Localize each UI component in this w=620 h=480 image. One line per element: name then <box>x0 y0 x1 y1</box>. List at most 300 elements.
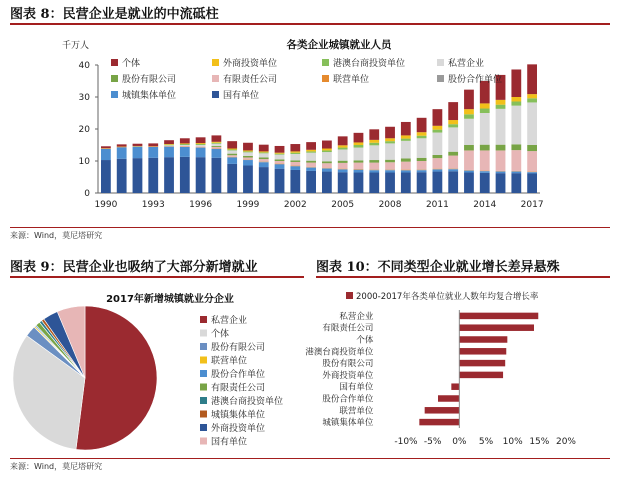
fig8-bar-segment <box>148 143 158 146</box>
fig10-bar <box>459 360 505 366</box>
fig8-bar-segment <box>511 172 521 174</box>
fig8-bar-segment <box>322 169 332 172</box>
fig10-xtick-label: 20% <box>555 437 577 447</box>
fig8-bar-segment <box>338 163 348 169</box>
fig8-ytick-label: 0 <box>84 189 90 199</box>
fig8-bar-segment <box>464 171 474 173</box>
fig8-bar-segment <box>448 120 458 124</box>
fig8-legend-swatch <box>212 91 219 98</box>
fig8-legend-label: 私营企业 <box>448 59 485 69</box>
fig8-legend-swatch <box>111 91 118 98</box>
fig8-bar-segment <box>432 133 442 155</box>
fig8-bar-segment <box>511 69 521 97</box>
fig8-bar-segment <box>180 157 190 193</box>
fig8-bar-segment <box>290 160 300 162</box>
fig8-bar-segment <box>527 102 537 145</box>
fig8-bar-segment <box>306 163 316 167</box>
fig8-legend-label: 个体 <box>122 59 141 69</box>
fig8-bar-segment <box>306 153 316 161</box>
fig8-bar-segment <box>385 170 395 172</box>
fig8-bar-segment <box>480 150 490 170</box>
fig8-bar-segment <box>464 90 474 110</box>
fig8-bar-segment <box>417 118 427 132</box>
fig9-legend-label: 股份有限公司 <box>211 343 266 353</box>
fig9-top-rule <box>10 276 304 278</box>
fig8-bar-segment <box>227 164 237 193</box>
fig8-bar-segment <box>401 122 411 135</box>
fig8-bar-segment <box>464 150 474 170</box>
fig8-xtick-label: 2014 <box>473 200 497 210</box>
fig8-bar-segment <box>290 162 300 166</box>
fig8-bar-segment <box>306 161 316 163</box>
fig8-bar-segment <box>385 160 395 163</box>
fig8-bar-segment <box>227 157 237 163</box>
fig8-bar-segment <box>354 160 364 162</box>
fig8-bar-segment <box>322 161 332 163</box>
fig8-xtick-label: 2008 <box>378 200 402 210</box>
fig10-category-label: 国有单位 <box>339 382 374 393</box>
fig8-bar-segment <box>480 103 490 108</box>
fig9-legend-swatch <box>200 357 207 364</box>
fig8-bar-segment <box>354 133 364 143</box>
fig9-legend-label: 国有单位 <box>211 437 248 448</box>
fig8-bar-segment <box>133 147 143 159</box>
fig8-bar-segment <box>496 145 506 151</box>
fig8-bar-segment <box>322 152 332 161</box>
fig8-bar-segment <box>180 144 190 145</box>
fig8-bar-segment <box>448 124 458 127</box>
fig8-bar-segment <box>322 163 332 167</box>
fig8-bar-segment <box>527 145 537 151</box>
fig8-bar-segment <box>448 169 458 170</box>
fig10-xtick-label: 0% <box>452 437 467 447</box>
fig8-bar-segment <box>180 145 190 146</box>
fig8-bar-segment <box>290 166 300 167</box>
fig9-legend-swatch <box>200 424 207 431</box>
fig9-pie-slice <box>76 306 157 450</box>
fig8-bar-segment <box>432 172 442 193</box>
fig8-chart-title: 各类企业城镇就业人员 <box>286 39 392 51</box>
fig8-bar-segment <box>369 143 379 146</box>
fig8-bar-segment <box>259 162 269 167</box>
fig8-bar-segment <box>369 129 379 140</box>
fig8-bar-segment <box>432 158 442 169</box>
fig8-bar-segment <box>322 141 332 149</box>
fig8-bar-segment <box>211 158 221 193</box>
fig8-bar-segment <box>511 101 521 105</box>
fig8-bar-segment <box>401 171 411 173</box>
fig8-bar-segment <box>338 172 348 193</box>
fig8-bar-segment <box>227 149 237 150</box>
fig8-bar-segment <box>290 166 300 170</box>
fig9-legend-label: 港澳台商投资单位 <box>211 397 284 407</box>
fig8-legend-label: 港澳台商投资单位 <box>333 59 406 69</box>
fig8-bar-segment <box>496 100 506 105</box>
fig8-bar-segment <box>211 143 221 144</box>
fig8-bar-segment <box>227 150 237 153</box>
fig8-bar-segment <box>401 173 411 193</box>
fig8-bar-segment <box>417 161 427 169</box>
fig8-bar-segment <box>275 153 285 154</box>
fig8-chart <box>10 26 610 226</box>
fig8-bar-segment <box>338 170 348 173</box>
fig8-bar-segment <box>290 153 300 154</box>
fig10-bar <box>459 372 503 378</box>
fig8-bar-segment <box>511 144 521 150</box>
fig8-bar-segment <box>243 160 253 165</box>
fig8-bar-segment <box>243 143 253 151</box>
fig8-bar-segment <box>448 152 458 156</box>
fig8-bar-segment <box>180 146 190 147</box>
fig8-bar-segment <box>354 142 364 145</box>
fig10-bar <box>425 407 460 413</box>
fig8-bottom-rule <box>10 227 610 228</box>
fig8-xtick-label: 1993 <box>141 200 165 210</box>
fig9-source: 来源：Wind，莫尼塔研究 <box>10 462 103 471</box>
fig8-bar-segment <box>259 167 269 193</box>
fig8-bar-segment <box>448 169 458 171</box>
fig8-bar-segment <box>322 150 332 152</box>
fig10-xtick-label: -5% <box>423 437 442 447</box>
fig8-bar-segment <box>306 171 316 193</box>
fig10-bar <box>459 313 538 319</box>
fig8-legend-label: 国有单位 <box>223 91 260 101</box>
fig8-bar-segment <box>164 144 174 145</box>
fig8-bar-segment <box>401 135 411 138</box>
fig8-bar-segment <box>354 170 364 173</box>
fig10-legend-swatch <box>346 292 353 299</box>
fig8-bar-segment <box>527 94 537 98</box>
fig8-bar-segment <box>180 147 190 157</box>
fig8-bar-segment <box>259 159 269 161</box>
fig8-bar-segment <box>527 151 537 171</box>
fig8-bar-segment <box>196 157 206 193</box>
fig10-xtick-label: 10% <box>502 437 523 447</box>
fig8-bar-segment <box>369 170 379 171</box>
fig8-bar-segment <box>401 158 411 161</box>
fig8-bar-segment <box>385 127 395 139</box>
fig8-bar-segment <box>369 160 379 163</box>
fig8-bar-segment <box>211 135 221 141</box>
fig8-bar-segment <box>227 155 237 157</box>
fig8-bar-segment <box>496 109 506 145</box>
fig10-category-label: 股份有限公司 <box>322 359 374 370</box>
fig8-bar-segment <box>164 145 174 146</box>
fig8-bar-segment <box>259 145 269 152</box>
fig8-bar-segment <box>417 138 427 158</box>
fig8-bar-segment <box>401 170 411 171</box>
fig8-bar-segment <box>480 145 490 151</box>
fig8-bar-segment <box>180 143 190 144</box>
fig8-bar-segment <box>227 149 237 150</box>
fig9-legend-swatch <box>200 411 207 418</box>
fig8-bar-segment <box>338 145 348 147</box>
fig8-bar-segment <box>496 173 506 193</box>
fig8-bar-segment <box>243 156 253 158</box>
fig8-bar-segment <box>511 150 521 171</box>
fig8-bar-segment <box>496 105 506 109</box>
fig8-bar-segment <box>243 165 253 193</box>
fig8-bar-segment <box>164 147 174 158</box>
fig8-bar-segment <box>164 140 174 144</box>
fig9-legend-label: 股份合作单位 <box>211 370 266 380</box>
fig8-bar-segment <box>338 136 348 145</box>
fig8-bar-segment <box>275 165 285 169</box>
fig8-bar-segment <box>354 173 364 193</box>
fig8-legend-swatch <box>212 75 219 82</box>
fig8-bar-segment <box>448 127 458 151</box>
fig9-legend-swatch <box>200 397 207 404</box>
fig10-xtick-label: -10% <box>394 437 418 447</box>
fig9-legend-label: 私营企业 <box>211 316 248 326</box>
fig10-category-label: 私营企业 <box>339 311 374 322</box>
fig8-legend-label: 有限责任公司 <box>223 75 278 85</box>
fig9-legend-swatch <box>200 343 207 350</box>
fig8-ytick-label: 10 <box>78 157 90 167</box>
fig8-bar-segment <box>259 162 269 163</box>
fig8-legend-swatch <box>322 59 329 66</box>
fig9-legend-swatch <box>200 316 207 323</box>
fig8-bar-segment <box>385 162 395 169</box>
fig8-bar-segment <box>290 144 300 151</box>
fig10-xtick-label: 15% <box>529 437 550 447</box>
fig10-chart <box>305 280 610 457</box>
fig8-bar-segment <box>196 146 206 147</box>
fig8-ytick-label: 20 <box>78 125 90 135</box>
fig9-legend-label: 联营单位 <box>211 356 248 367</box>
fig8-bar-segment <box>480 109 490 113</box>
fig9-legend-swatch <box>200 384 207 391</box>
fig8-bar-segment <box>464 109 474 114</box>
fig8-bar-segment <box>243 157 253 159</box>
fig8-bar-segment <box>306 167 316 168</box>
fig8-xtick-label: 2002 <box>283 200 307 210</box>
fig10-category-label: 有限责任公司 <box>322 323 374 334</box>
fig8-xtick-label: 1996 <box>189 200 213 210</box>
fig8-xtick-label: 2005 <box>331 200 355 210</box>
fig8-bar-segment <box>448 156 458 169</box>
fig8-bar-segment <box>417 132 427 136</box>
fig8-bar-segment <box>385 141 395 143</box>
fig8-bar-segment <box>243 150 253 151</box>
fig8-bar-segment <box>464 173 474 193</box>
fig10-bar <box>451 383 459 389</box>
fig8-legend-swatch <box>212 59 219 66</box>
fig8-bar-segment <box>527 64 537 94</box>
fig8-bar-segment <box>527 172 537 173</box>
fig8-legend-swatch <box>111 59 118 66</box>
fig8-bar-segment <box>101 149 111 160</box>
fig8-ytick-label: 30 <box>78 93 90 103</box>
fig8-bar-segment <box>117 147 127 159</box>
fig8-bar-segment <box>164 145 174 146</box>
fig8-bar-segment <box>243 151 253 152</box>
fig8-bar-segment <box>290 170 300 193</box>
fig8-bar-segment <box>432 130 442 133</box>
fig8-bar-segment <box>480 173 490 193</box>
fig10-category-label: 个体 <box>356 335 374 346</box>
fig8-ytick-label: 40 <box>78 61 90 71</box>
fig10-category-label: 股份合作单位 <box>322 394 374 405</box>
fig8-bar-segment <box>117 159 127 193</box>
fig8-bar-segment <box>211 142 221 143</box>
fig8-bar-segment <box>275 164 285 165</box>
fig10-category-label: 城镇集体单位 <box>322 418 374 429</box>
fig8-bar-segment <box>511 173 521 193</box>
fig8-bar-segment <box>322 168 332 169</box>
fig8-bar-segment <box>417 170 427 172</box>
fig8-bar-segment <box>259 152 269 153</box>
fig8-legend-label: 股份有限公司 <box>122 75 177 85</box>
fig8-bar-segment <box>417 172 427 193</box>
fig8-bar-segment <box>338 148 348 150</box>
fig8-bar-segment <box>511 106 521 145</box>
fig8-bar-segment <box>101 160 111 193</box>
fig9-caption: 图表 9：民营企业也吸纳了大部分新增就业 <box>10 260 258 275</box>
fig8-bar-segment <box>464 119 474 145</box>
fig8-top-rule <box>10 23 610 25</box>
fig8-bar-segment <box>448 102 458 120</box>
fig8-bar-segment <box>338 161 348 163</box>
fig8-bar-segment <box>259 157 269 159</box>
fig8-bar-segment <box>275 159 285 161</box>
fig8-bar-segment <box>148 158 158 193</box>
fig8-bar-segment <box>275 169 285 193</box>
fig9-legend-label: 个体 <box>211 329 230 340</box>
fig10-bar <box>419 419 459 425</box>
fig8-bar-segment <box>211 147 221 149</box>
fig8-bar-segment <box>275 161 285 164</box>
fig8-xtick-label: 2017 <box>520 200 544 210</box>
fig8-bar-segment <box>322 149 332 151</box>
fig8-source: 来源：Wind，莫尼塔研究 <box>10 231 103 240</box>
fig8-bar-segment <box>243 152 253 156</box>
fig8-bar-segment <box>306 151 316 152</box>
fig8-legend-swatch <box>111 75 118 82</box>
fig8-bar-segment <box>196 143 206 144</box>
fig8-bar-segment <box>211 144 221 146</box>
fig8-bar-segment <box>432 126 442 130</box>
fig8-xtick-label: 2011 <box>425 200 449 210</box>
fig8-bar-segment <box>480 171 490 173</box>
fig8-bar-segment <box>527 98 537 102</box>
fig8-bar-segment <box>385 173 395 193</box>
fig8-bar-segment <box>117 144 127 146</box>
fig8-bar-segment <box>148 147 158 158</box>
fig8-bar-segment <box>227 141 237 148</box>
fig10-legend-label: 2000-2017年各类单位就业人数年均复合增长率 <box>356 292 539 302</box>
fig8-legend-label: 城镇集体单位 <box>122 91 177 101</box>
fig8-bar-segment <box>369 140 379 143</box>
fig8-bar-segment <box>259 153 269 157</box>
fig8-bar-segment <box>133 158 143 193</box>
fig8-bar-segment <box>354 163 364 169</box>
fig8-bar-segment <box>306 150 316 152</box>
fig8-ylabel: 千万人 <box>62 41 90 51</box>
fig8-bar-segment <box>432 169 442 170</box>
fig8-bar-segment <box>338 149 348 160</box>
fig8-bar-segment <box>275 154 285 155</box>
fig8-bar-segment <box>369 173 379 193</box>
fig8-bar-segment <box>464 145 474 150</box>
fig9-legend-label: 有限责任公司 <box>211 383 266 394</box>
fig8-bar-segment <box>511 97 521 101</box>
fig8-bar-segment <box>227 154 237 156</box>
fig8-bar-segment <box>401 139 411 141</box>
fig8-bar-segment <box>196 137 206 143</box>
fig10-caption: 图表 10：不同类型企业就业增长差异悬殊 <box>316 260 560 275</box>
fig8-bar-segment <box>417 170 427 171</box>
fig8-bar-segment <box>275 146 285 153</box>
fig8-bar-segment <box>211 146 221 147</box>
fig10-category-label: 联营单位 <box>339 406 374 417</box>
fig8-bar-segment <box>417 136 427 139</box>
fig8-bar-segment <box>496 150 506 170</box>
fig9-chart-title: 2017年新增城镇就业分企业 <box>106 294 234 305</box>
fig8-bar-segment <box>101 146 111 148</box>
fig8-bar-segment <box>401 141 411 159</box>
fig8-legend-swatch <box>437 75 444 82</box>
fig8-bar-segment <box>322 172 332 193</box>
fig8-bar-segment <box>369 163 379 170</box>
fig8-bar-segment <box>211 149 221 158</box>
fig8-bar-segment <box>417 158 427 161</box>
fig8-bar-segment <box>306 142 316 150</box>
fig8-bar-segment <box>133 144 143 146</box>
fig9-bottom-rule <box>10 458 610 459</box>
fig8-legend-label: 外商投资单位 <box>223 59 278 69</box>
fig8-legend-swatch <box>322 75 329 82</box>
fig8-caption: 图表 8：民营企业是就业的中流砥柱 <box>10 7 219 22</box>
fig9-chart <box>10 280 304 457</box>
fig8-bar-segment <box>401 162 411 170</box>
fig8-bar-segment <box>338 169 348 170</box>
fig8-bar-segment <box>464 114 474 118</box>
fig8-xtick-label: 1990 <box>94 200 118 210</box>
fig8-bar-segment <box>290 154 300 160</box>
fig10-category-label: 外商投资单位 <box>322 370 374 381</box>
fig8-legend-label: 联营单位 <box>333 75 370 85</box>
fig10-xtick-label: 5% <box>478 437 494 447</box>
fig8-bar-segment <box>448 171 458 193</box>
fig10-bar <box>459 348 506 354</box>
fig8-bar-segment <box>480 113 490 145</box>
fig10-bar <box>459 336 507 342</box>
fig8-bar-segment <box>290 151 300 152</box>
fig8-bar-segment <box>432 170 442 172</box>
fig8-legend-label: 股份合作单位 <box>448 75 503 85</box>
fig8-bar-segment <box>369 145 379 160</box>
fig8-bar-segment <box>196 148 206 158</box>
fig8-bar-segment <box>432 109 442 126</box>
fig8-bar-segment <box>306 168 316 171</box>
fig9-legend-swatch <box>200 438 207 445</box>
fig9-legend-label: 城镇集体单位 <box>211 410 266 421</box>
fig10-bar <box>438 395 459 401</box>
fig8-legend-swatch <box>437 59 444 66</box>
fig9-legend-swatch <box>200 370 207 377</box>
fig9-legend-swatch <box>200 330 207 337</box>
fig8-bar-segment <box>369 170 379 172</box>
fig8-bar-segment <box>259 151 269 152</box>
fig8-bar-segment <box>164 157 174 193</box>
fig8-bar-segment <box>527 173 537 193</box>
fig10-top-rule <box>316 276 610 278</box>
fig8-bar-segment <box>385 170 395 171</box>
fig9-legend-label: 外商投资单位 <box>211 424 266 434</box>
fig8-bar-segment <box>354 145 364 148</box>
fig10-bar <box>459 324 534 330</box>
